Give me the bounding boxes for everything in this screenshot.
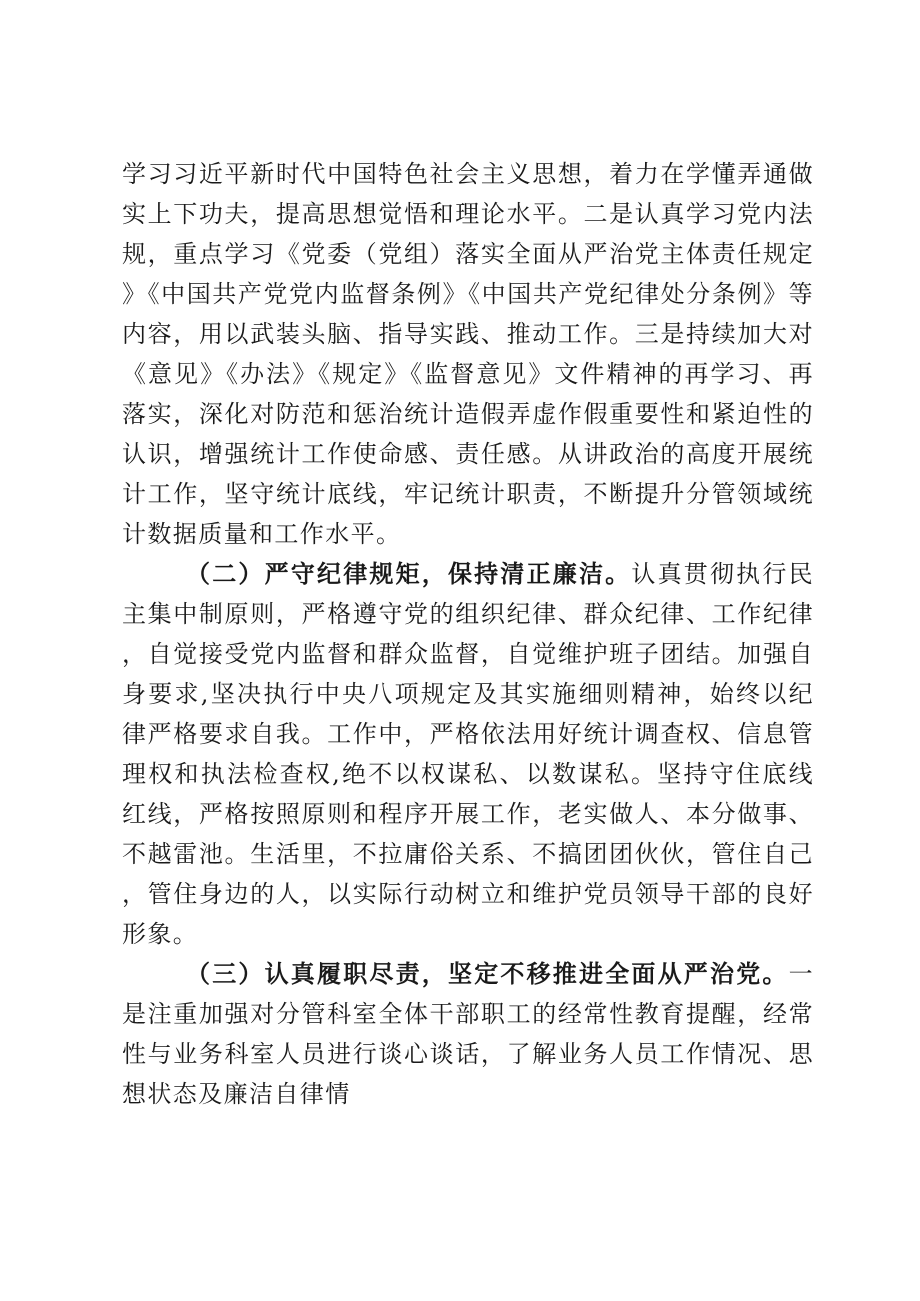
document-body	[122, 154, 814, 1114]
section-heading: （三）认真履职尽责，坚定不移推进全面从严治党。	[186, 959, 789, 988]
paragraph-text: 认真贯彻执行民主集中制原则，严格遵守党的组织纪律、群众纪律、工作纪律，自觉接受党内监督和群众监督，自觉维护班子团结。加强自身要求,坚决执行中央八项规定及其实施细则精神，始终以纪律严格要求自我。工作中，严格依法用好统计调查权、信息管理权和执法检查权,绝不以权谋私、以数谋私。坚持守住底线红线，严格按照原则和程序开展工作，老实做人、本分做事、不越雷池。生活里，不拉庸俗关系、不搞团团伙伙，管住自己，管住身边的人，以实际行动树立和维护党员领导干部的良好形象。	[122, 560, 814, 948]
paragraph-text: 学习习近平新时代中国特色社会主义思想，着力在学懂弄通做实上下功夫，提高思想觉悟和理论水平。二是认真学习党内法规，重点学习《党委（党组）落实全面从严治党主体责任规定》《中国共产党党内监督条例》《中国共产党纪律处分条例》等内容，用以武装头脑、指导实践、推动工作。三是持续加大对《意见》《办法》《规定》《监督意见》文件精神的再学习、再落实，深化对防范和惩治统计造假弄虚作假重要性和紧迫性的认识，增强统计工作使命感、责任感。从讲政治的高度开展统计工作，坚守统计底线，牢记统计职责，不断提升分管领域统计数据质量和工作水平。	[122, 160, 814, 548]
paragraph-section-3	[122, 954, 814, 1114]
paragraph-continued	[122, 154, 814, 554]
paragraph-section-2	[122, 554, 814, 954]
paragraph-text: 一是注重加强对分管科室全体干部职工的经常性教育提醒，经常性与业务科室人员进行谈心谈话，了解业务人员工作情况、思想状态及廉洁自律情	[122, 960, 814, 1108]
section-heading: （二）严守纪律规矩，保持清正廉洁。	[186, 559, 632, 588]
